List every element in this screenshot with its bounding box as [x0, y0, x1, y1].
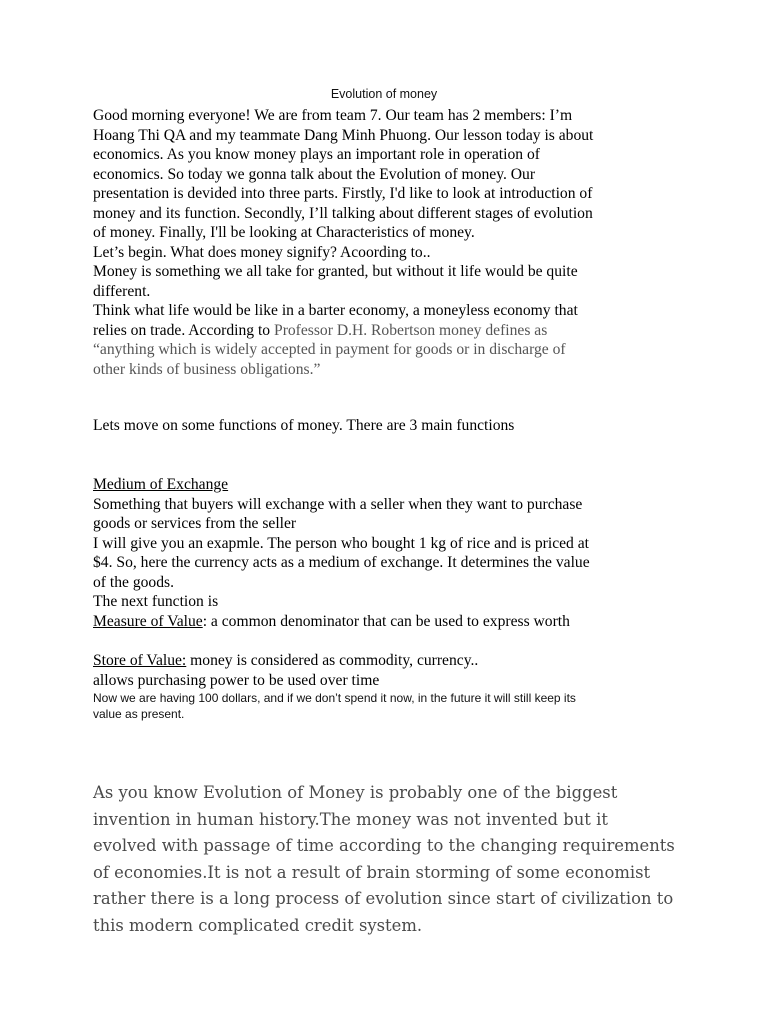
text-span: money is considered as commodity, currency.. [186, 652, 479, 669]
document-title: Evolution of money [330, 87, 438, 101]
closing-line: of economies.It is not a result of brain storming of some economist [93, 862, 651, 882]
robertson-quote-span: Professor D.H. Robertson money defines as [274, 321, 548, 339]
text-line: economics. So today we gonna talk about the Evolution of money. Our [93, 165, 536, 183]
text-line [93, 321, 683, 341]
intro-paragraph [93, 106, 683, 379]
text-line: of the goods. [93, 573, 174, 591]
text-span: relies on trade. According to [93, 321, 275, 339]
quote-line: other kinds of business obligations.” [93, 360, 321, 378]
text-span: : a common denominator that can be used to express worth [202, 612, 570, 630]
text-line: Money is something we all take for granted, but without it life would be quite [93, 263, 578, 280]
functions-section [93, 475, 683, 631]
closing-line: evolved with passage of time according to the changing requirements [93, 836, 675, 856]
closing-line: this modern complicated credit system. [93, 915, 423, 935]
text-line: $4. So, here the currency acts as a medium of exchange. It determines the value [93, 554, 590, 571]
text-line: Think what life would be like in a barter economy, a moneyless economy that [93, 302, 578, 319]
text-line: different. [93, 282, 151, 300]
closing-line: invention in human history.The money was not invented but it [93, 809, 608, 829]
text-line: presentation is devided into three parts. Firstly, I'd like to look at introduction of [93, 185, 593, 202]
text-line [93, 612, 683, 632]
text-line [93, 651, 683, 671]
text-line: economics. As you know money plays an important role in operation of [93, 146, 540, 163]
store-heading: Store of Value: [93, 652, 187, 669]
text-line: allows purchasing power to be used over time [93, 671, 380, 689]
text-line: I will give you an exapmle. The person who bought 1 kg of rice and is priced at [93, 534, 589, 552]
functions-intro [93, 416, 683, 436]
text-line: Something that buyers will exchange with a seller when they want to purchase [93, 495, 583, 513]
text-line [93, 475, 683, 495]
text-line: money and its function. Secondly, I’ll talking about different stages of evolution [93, 204, 593, 222]
measure-heading: Measure of Value [93, 612, 203, 630]
text-line: Good morning everyone! We are from team 7. Our team has 2 members: I’m [93, 107, 573, 124]
text-line: Lets move on some functions of money. There are 3 main functions [93, 417, 515, 434]
text-line: goods or services from the seller [93, 515, 297, 532]
small-text-line: Now we are having 100 dollars, and if we don’t spend it now, in the future it will still keep its [93, 691, 576, 705]
closing-line: As you know Evolution of Money is probably one of the biggest [93, 783, 618, 802]
small-text-line: value as present. [93, 707, 185, 721]
medium-heading: Medium of Exchange [93, 476, 229, 493]
text-line: of money. Finally, I'll be looking at Characteristics of money. [93, 224, 475, 241]
quote-line: “anything which is widely accepted in payment for goods or in discharge of [93, 341, 566, 358]
closing-line: rather there is a long process of evolution since start of civilization to [93, 889, 674, 909]
store-section [93, 651, 683, 722]
text-line: The next function is [93, 593, 219, 610]
closing-paragraph [93, 780, 693, 940]
begin-line: Let’s begin. What does money signify? Acoording to.. [93, 243, 431, 261]
text-line: Hoang Thi QA and my teammate Dang Minh Phuong. Our lesson today is about [93, 126, 594, 144]
